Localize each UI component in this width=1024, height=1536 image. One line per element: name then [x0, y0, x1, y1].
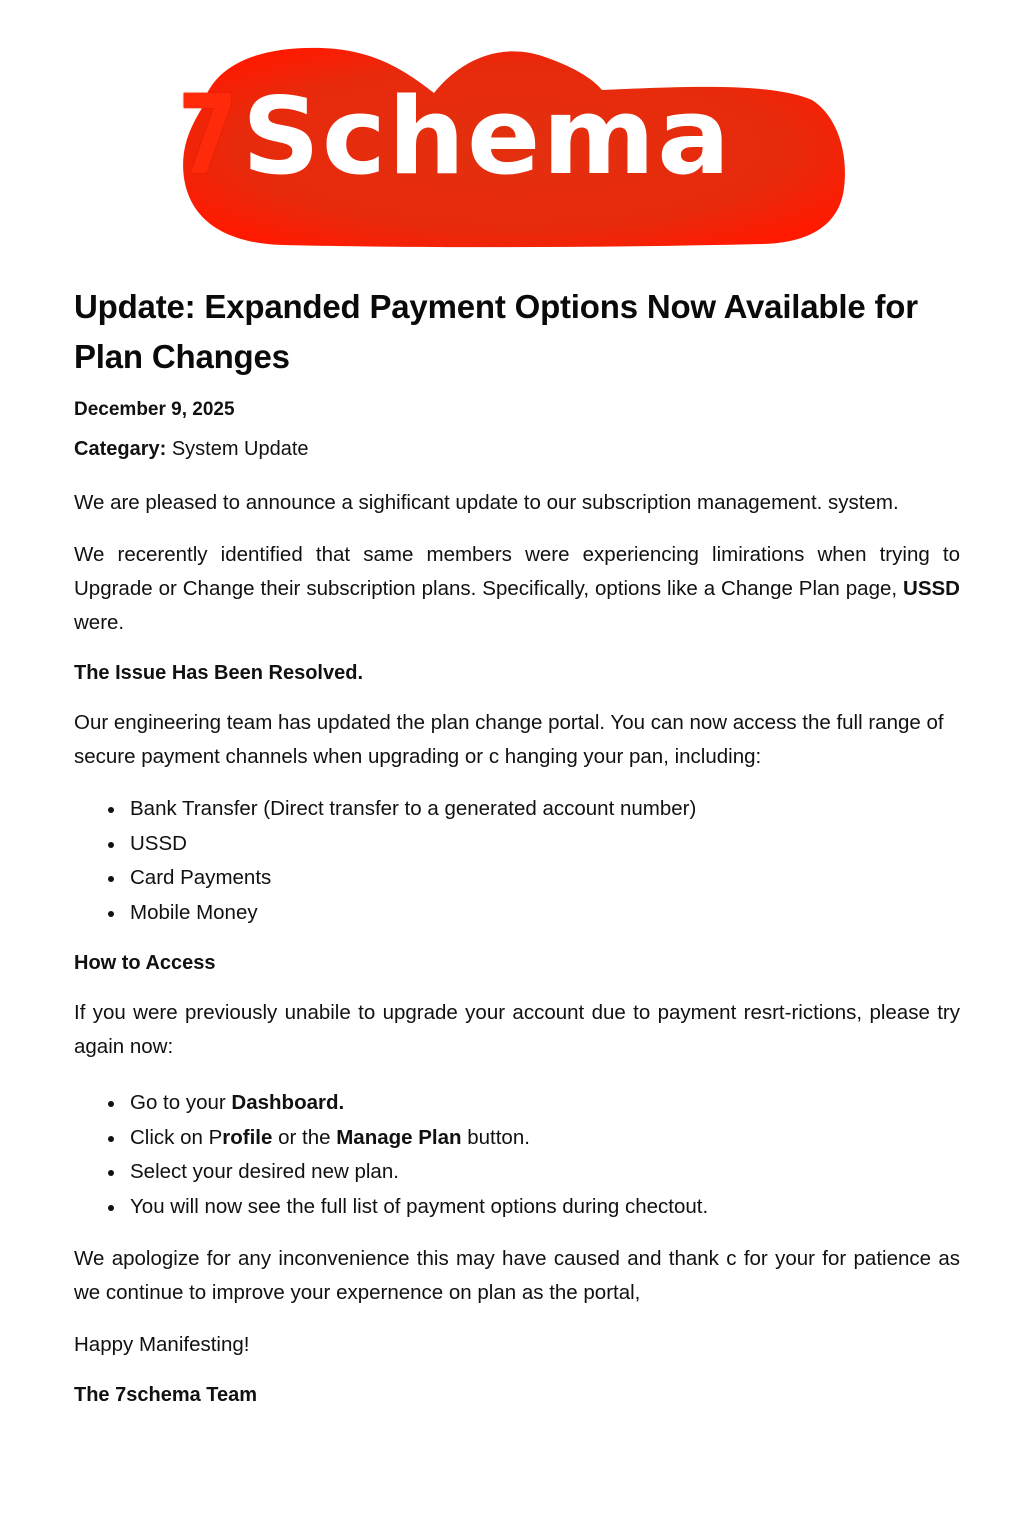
step-bold-profile: rofile [222, 1125, 273, 1149]
logo-seven-glyph: 7 [178, 71, 238, 199]
step-bold-dashboard: Dashboard. [231, 1091, 345, 1114]
issue-bold-ussd: USSD [903, 577, 960, 600]
category-value: System Update [166, 438, 309, 460]
signature: The 7schema Team [74, 1384, 258, 1406]
category-label: Categary: [74, 438, 167, 460]
resolved-paragraph: Our engineering team has updated the plan change portal. You can now access the full range of secure payment channels when upgrading or c hanging your pan, including: [74, 711, 944, 768]
article-title: Update: Expanded Payment Options Now Available for Plan Changes [74, 288, 918, 375]
issue-text: We recerently identified that same members were experiencing limirations when trying to Upgrade or Change their subscription plans. Specifically, options like a Change Plan page, [74, 543, 960, 600]
payment-options-list [74, 792, 960, 930]
announcement-article [74, 282, 960, 1410]
access-steps-list [74, 1086, 960, 1224]
issue-paragraph [74, 538, 960, 640]
access-step-item: You will now see the full list of payment options during chectout. [130, 1190, 960, 1225]
step-text: Go to your [130, 1091, 232, 1114]
step-text: button. [461, 1125, 530, 1149]
issue-after: were. [74, 611, 125, 634]
brand-logo [172, 38, 848, 248]
access-step-item: Select your desired new plan. [130, 1155, 960, 1190]
access-step-item [130, 1086, 960, 1121]
article-category [74, 436, 960, 462]
article-date: December 9, 2025 [74, 399, 235, 420]
access-paragraph: If you were previously unabile to upgrade your account due to payment resrt-rictions, please try again now: [74, 1001, 960, 1058]
payment-option-item: USSD [130, 827, 960, 862]
access-heading: How to Access [74, 952, 216, 974]
access-step-item [130, 1121, 960, 1156]
logo-wordmark: Schema [242, 75, 733, 198]
step-text: or the [272, 1125, 337, 1149]
step-text: Click on P [130, 1125, 223, 1149]
step-bold-manage-plan: Manage Plan [336, 1125, 462, 1149]
payment-option-item: Bank Transfer (Direct transfer to a generated account number) [130, 792, 960, 827]
payment-option-item: Mobile Money [130, 896, 960, 931]
payment-option-item: Card Payments [130, 861, 960, 896]
intro-paragraph: We are pleased to announce a sighificant update to our subscription management. system. [74, 491, 899, 514]
closing-line: Happy Manifesting! [74, 1333, 250, 1356]
apology-paragraph: We apologize for any inconvenience this may have caused and thank c for your for patience as we continue to improve your expernence on plan as the portal, [74, 1247, 960, 1304]
resolved-heading: The Issue Has Been Resolved. [74, 662, 364, 684]
